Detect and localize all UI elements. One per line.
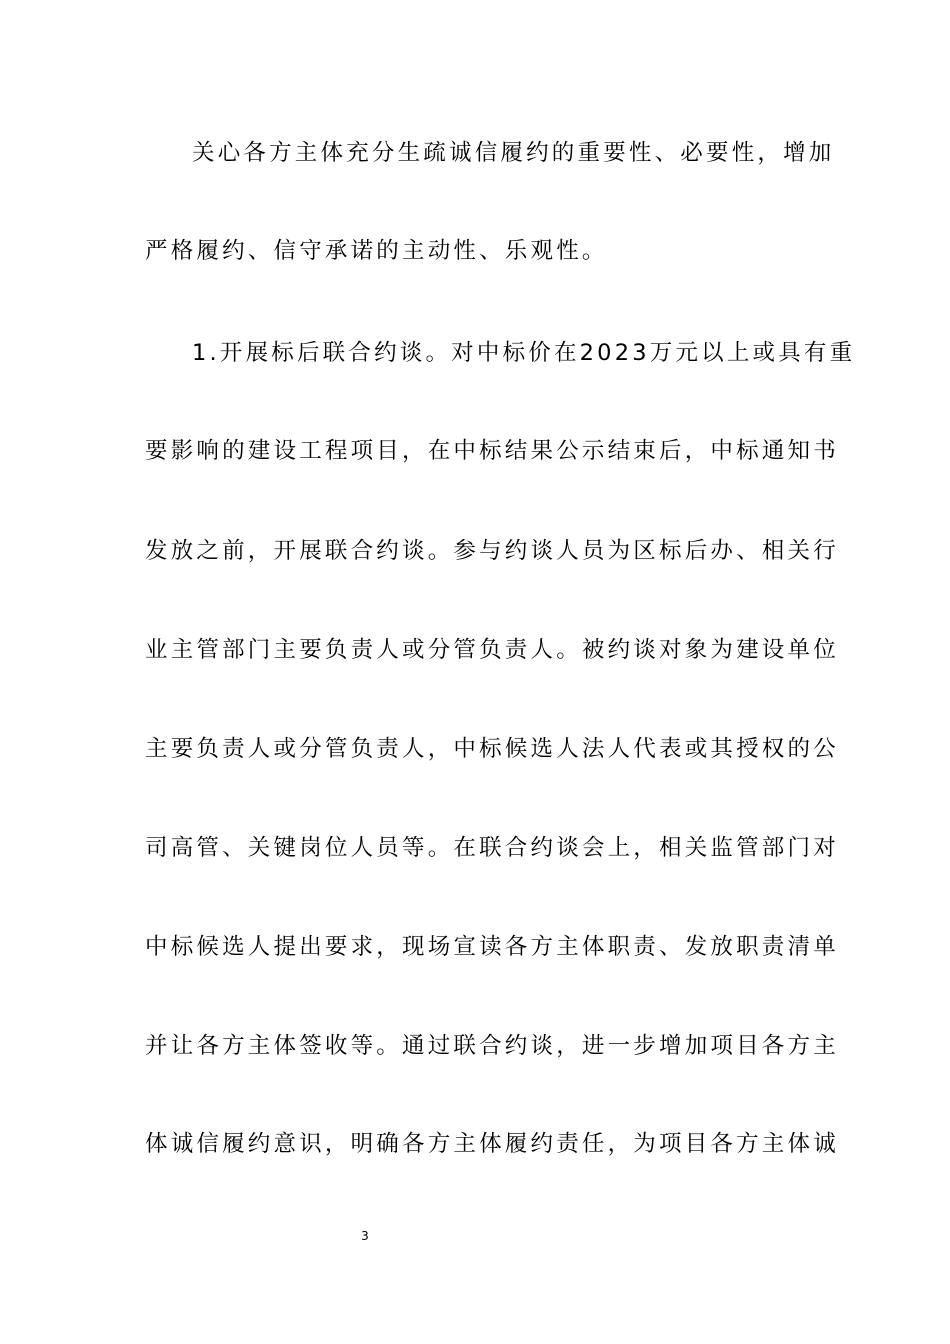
text-line: 司高管、关键岗位人员等。在联合约谈会上，相关监管部门对 [145,835,839,861]
text-line: 并让各方主体签收等。通过联合约谈，进一步增加项目各方主 [145,1033,839,1059]
text-line: 关心各方主体充分生疏诚信履约的重要性、必要性，增加 [192,140,835,166]
text-line: 体诚信履约意识，明确各方主体履约责任，为项目各方主体诚 [145,1131,839,1157]
text-line: 主要负责人或分管负责人，中标候选人法人代表或其授权的公 [145,736,839,762]
text-line: 业主管部门主要负责人或分管负责人。被约谈对象为建设单位 [145,637,839,663]
page-number: 3 [361,1229,369,1243]
text-line: 中标候选人提出要求，现场宣读各方主体职责、发放职责清单 [145,934,839,960]
text-line: 严格履约、信守承诺的主动性、乐观性。 [145,238,608,264]
text-line: 要影响的建设工程项目，在中标结果公示结束后，中标通知书 [145,438,839,464]
text-line: 1.开展标后联合约谈。对中标价在2023万元以上或具有重 [192,340,856,366]
text-line: 发放之前，开展联合约谈。参与约谈人员为区标后办、相关行 [145,538,839,564]
